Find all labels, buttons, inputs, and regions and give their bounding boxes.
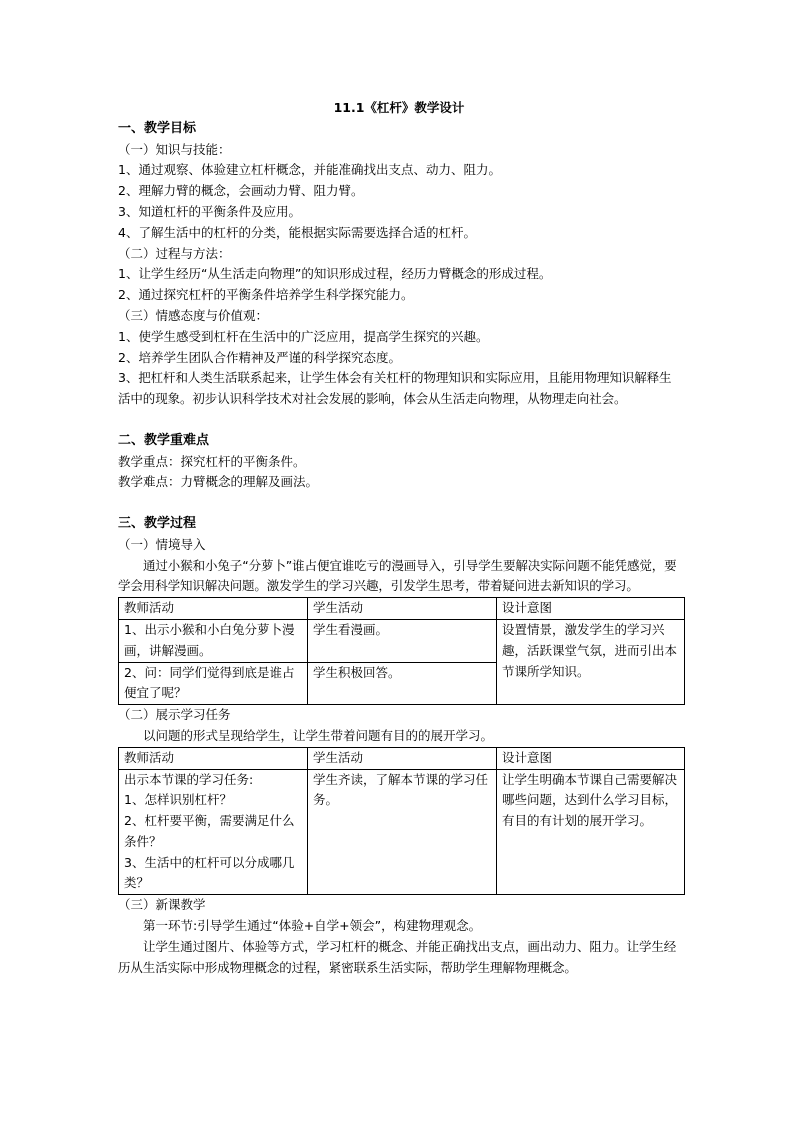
key-point: 教学重点：探究杠杆的平衡条件。	[118, 453, 306, 469]
table1-cell-purpose: 设置情景，激发学生的学习兴趣，活跃课堂气氛，进而引出本节课所学知识。	[497, 619, 685, 704]
heading-process: 三、教学过程	[118, 515, 197, 531]
heading-objectives: 一、教学目标	[118, 120, 197, 136]
table1-cell-teacher-1: 1、出示小猴和小白兔分萝卜漫画，讲解漫画。	[119, 619, 308, 662]
table1-header-student: 学生活动	[308, 598, 497, 620]
table2-cell-teacher	[119, 769, 308, 895]
emotion-item-1: 1、使学生感受到杠杆在生活中的广泛应用，提高学生探究的兴趣。	[118, 328, 489, 344]
knowledge-item-1: 1、通过观察、体验建立杠杆概念，并能准确找出支点、动力、阻力。	[118, 162, 501, 178]
step1-title: 第一环节:引导学生通过“体验+自学+领会”，构建物理观念。	[143, 918, 482, 934]
subheading-emotion: （三）情感态度与价值观：	[118, 307, 269, 323]
difficult-point: 教学难点：力臂概念的理解及画法。	[118, 474, 319, 490]
subheading-process: （二）过程与方法：	[118, 245, 231, 261]
step1-description: 让学生通过图片、体验等方式，学习杠杆的概念、并能正确找出支点，画出动力、阻力。让学生经历从生活实际中形成物理概念的过程，紧密联系生活实际，帮助学生理解物理概念。	[118, 938, 677, 975]
table2-cell-student: 学生齐读，了解本节课的学习任务。	[308, 769, 497, 895]
table1-header-purpose: 设计意图	[497, 598, 685, 620]
activity-table-2	[118, 747, 685, 896]
document-title: 11.1《杠杆》教学设计	[333, 100, 465, 115]
knowledge-item-2: 2、理解力臂的概念，会画动力臂、阻力臂。	[118, 183, 364, 199]
table1-cell-teacher-2: 2、问：同学们觉得到底是谁占便宜了呢？	[119, 662, 308, 705]
task-line: 3、生活中的杠杆可以分成哪几类？	[124, 854, 295, 891]
table2-header-student: 学生活动	[308, 747, 497, 769]
table1-header-teacher: 教师活动	[119, 598, 308, 620]
table1-cell-student-1: 学生看漫画。	[308, 619, 497, 662]
knowledge-item-4: 4、了解生活中的杠杆的分类，能根据实际需要选择合适的杠杆。	[118, 224, 476, 240]
tasks-intro: 以问题的形式呈现给学生，让学生带着问题有目的的展开学习。	[143, 727, 494, 743]
task-line: 2、杠杆要平衡，需要满足什么条件？	[124, 813, 295, 849]
document-page	[118, 98, 680, 978]
emotion-item-2: 2、培养学生团队合作精神及严谨的科学探究态度。	[118, 349, 401, 365]
table2-header-teacher: 教师活动	[119, 747, 308, 769]
subheading-tasks: （二）展示学习任务	[118, 707, 231, 723]
task-line: 出示本节课的学习任务:	[124, 771, 254, 787]
process-item-2: 2、通过探究杠杆的平衡条件培养学生科学探究能力。	[118, 287, 414, 303]
subheading-knowledge: （一）知识与技能：	[118, 141, 231, 157]
process-item-1: 1、让学生经历“从生活走向物理”的知识形成过程，经历力臂概念的形成过程。	[118, 266, 552, 282]
subheading-new-lesson: （三）新课教学	[118, 897, 206, 913]
table2-header-purpose: 设计意图	[497, 747, 685, 769]
table1-cell-student-2: 学生积极回答。	[308, 662, 497, 705]
emotion-item-3: 3、把杠杆和人类生活联系起来，让学生体会有关杠杆的物理知识和实际应用，且能用物理知识解释生活中的现象。初步认识科学技术对社会发展的影响，体会从生活走向物理，从物理走向社会。	[118, 370, 672, 407]
intro-paragraph: 通过小猴和小兔子“分萝卜”谁占便宜谁吃亏的漫画导入，引导学生要解决实际问题不能凭感觉，要学会用科学知识解决问题。激发学生的学习兴趣，引发学生思考，带着疑问进去新知识的学习。	[118, 557, 677, 594]
knowledge-item-3: 3、知道杠杆的平衡条件及应用。	[118, 203, 301, 219]
activity-table-1	[118, 597, 685, 705]
subheading-intro: （一）情境导入	[118, 536, 206, 552]
table2-cell-purpose: 让学生明确本节课自己需要解决哪些问题，达到什么学习目标，有目的有计划的展开学习。	[497, 769, 685, 895]
task-line: 1、怎样识别杠杆？	[124, 792, 232, 808]
heading-key-points: 二、教学重难点	[118, 432, 210, 448]
